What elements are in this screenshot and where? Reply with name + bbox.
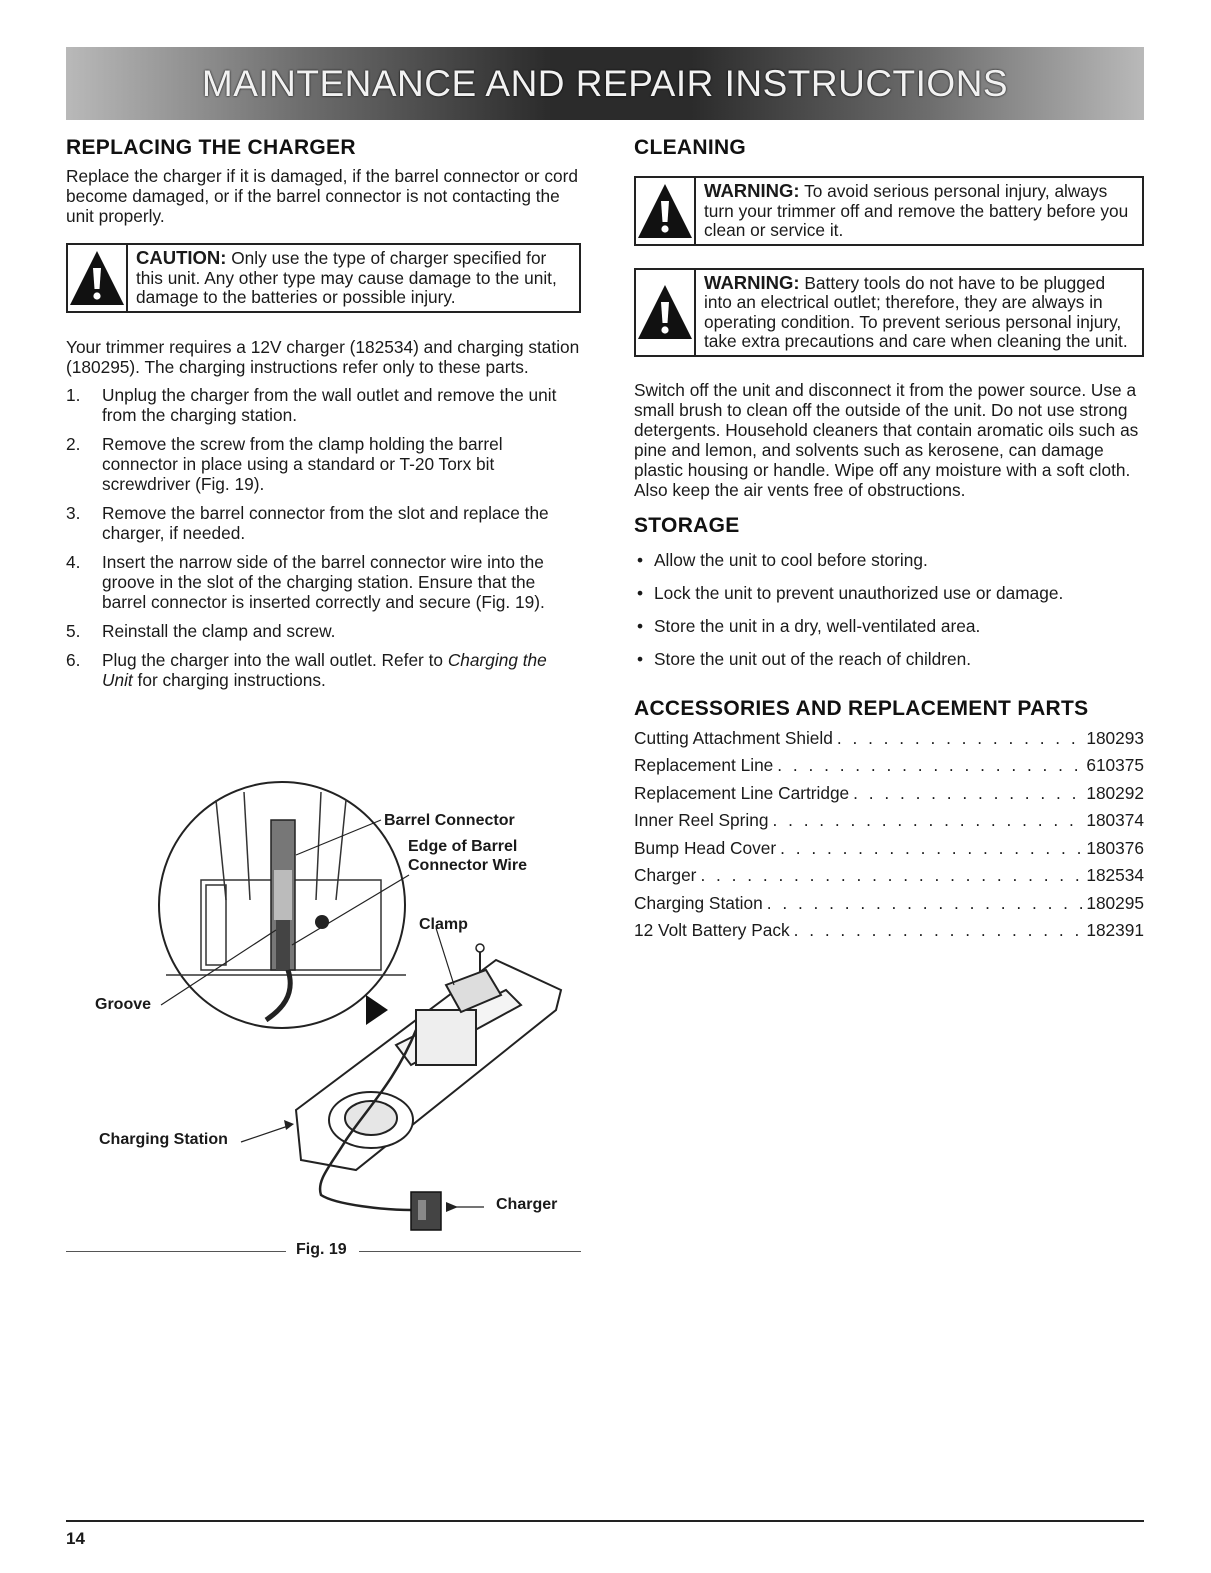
page-number: 14 bbox=[66, 1529, 85, 1548]
caption-rule-right bbox=[359, 1251, 581, 1252]
list-item: Replacement Line Cartridge . . . 180292 bbox=[634, 780, 1144, 808]
warning-box-2 bbox=[634, 268, 1144, 357]
warning-1-label: WARNING: bbox=[704, 180, 800, 201]
list-item: • Lock the unit to prevent unauthorized use or damage. bbox=[637, 582, 1064, 603]
list-item: Charger . . . 182534 bbox=[634, 862, 1144, 890]
list-item: 6. Plug the charger into the wall outlet. Refer to Charging the Unit for charging instructions. bbox=[66, 649, 547, 690]
cleaning-heading: CLEANING bbox=[634, 136, 747, 159]
replacing-heading: REPLACING THE CHARGER bbox=[66, 136, 356, 159]
list-item: 3. Remove the barrel connector from the slot and replace the charger, if needed. bbox=[66, 502, 549, 543]
list-item: Cutting Attachment Shield . . . 180293 bbox=[634, 725, 1144, 753]
edge-label-line2: Connector Wire bbox=[408, 857, 527, 874]
right-column bbox=[634, 136, 1144, 945]
section-banner bbox=[66, 47, 1144, 120]
warning-triangle-icon bbox=[636, 270, 696, 355]
list-item: • Store the unit in a dry, well-ventilated area. bbox=[637, 615, 981, 636]
barrel-connector-label: Barrel Connector bbox=[384, 812, 515, 829]
clamp-label: Clamp bbox=[419, 916, 468, 933]
figure-19 bbox=[66, 780, 581, 1270]
charging-station-label: Charging Station bbox=[99, 1131, 228, 1148]
storage-list bbox=[634, 550, 1144, 669]
left-column bbox=[66, 136, 581, 699]
caution-label: CAUTION: bbox=[136, 247, 227, 268]
warning-2-body: Battery tools do not have to be plugged into an electrical outlet; therefore, they are always in operating condition. To prevent serious personal injury, take extra precautions and care when cleaning the unit. bbox=[704, 272, 1128, 351]
list-item: 12 Volt Battery Pack . . . 182391 bbox=[634, 917, 1144, 945]
steps-list bbox=[66, 385, 581, 690]
footer-rule bbox=[66, 1520, 1144, 1522]
groove-label: Groove bbox=[95, 996, 152, 1013]
accessories-heading: ACCESSORIES AND REPLACEMENT PARTS bbox=[634, 696, 1089, 720]
list-item: 5. Reinstall the clamp and screw. bbox=[66, 620, 336, 641]
requires-paragraph: Your trimmer requires a 12V charger (182534) and charging station (180295). The charging instructions refer only to these parts. bbox=[66, 336, 580, 377]
warning-2-text bbox=[696, 270, 1142, 355]
storage-heading: STORAGE bbox=[634, 513, 740, 537]
list-item: Inner Reel Spring . . . 180374 bbox=[634, 807, 1144, 835]
list-item: • Allow the unit to cool before storing. bbox=[637, 549, 928, 570]
cleaning-body: Switch off the unit and disconnect it from the power source. Use a small brush to clean off the outside of the unit. Do not use strong detergents. Household cleaners that contain aromatic oils such as pine and lemon, and solvents such as kerosene, can damage plastic housing or handle. Wipe off any moisture with a soft cloth. Also keep the air vents free of obstructions. bbox=[634, 379, 1139, 500]
edge-label-line1: Edge of Barrel bbox=[408, 838, 518, 855]
list-item: 4. Insert the narrow side of the barrel connector wire into the groove in the slot of the charging station. Ensure that the barrel connector is inserted correctly and secure (Fig. 19). bbox=[66, 551, 545, 612]
replacing-intro: Replace the charger if it is damaged, if the barrel connector or cord become damaged, or if the barrel connector is not contacting the unit properly. bbox=[66, 166, 578, 226]
caution-box bbox=[66, 243, 581, 313]
charger-label: Charger bbox=[496, 1196, 558, 1213]
banner-title: MAINTENANCE AND REPAIR INSTRUCTIONS bbox=[201, 62, 1009, 104]
figure-caption: Fig. 19 bbox=[296, 1241, 347, 1258]
list-item: Charging Station . . . 180295 bbox=[634, 890, 1144, 918]
warning-1-text bbox=[696, 178, 1142, 244]
caution-text bbox=[128, 245, 579, 311]
warning-triangle-icon bbox=[68, 245, 128, 311]
list-item: 1. Unplug the charger from the wall outlet and remove the unit from the charging station. bbox=[66, 384, 557, 425]
list-item: 2. Remove the screw from the clamp holding the barrel connector in place using a standard or T-20 Torx bit screwdriver (Fig. 19). bbox=[66, 433, 503, 494]
list-item: Replacement Line . . . 610375 bbox=[634, 752, 1144, 780]
warning-box-1 bbox=[634, 176, 1144, 246]
warning-1-body: To avoid serious personal injury, always turn your trimmer off and remove the battery before you clean or service it. bbox=[704, 181, 1129, 240]
caution-body: Only use the type of charger specified for this unit. Any other type may cause damage to the unit, damage to the batteries or possible injury. bbox=[136, 248, 557, 307]
warning-triangle-icon bbox=[636, 178, 696, 244]
list-item: • Store the unit out of the reach of children. bbox=[637, 648, 972, 669]
warning-2-label: WARNING: bbox=[704, 271, 800, 293]
caption-rule-left bbox=[66, 1251, 286, 1252]
parts-list bbox=[634, 725, 1144, 945]
list-item: Bump Head Cover . . . 180376 bbox=[634, 835, 1144, 863]
